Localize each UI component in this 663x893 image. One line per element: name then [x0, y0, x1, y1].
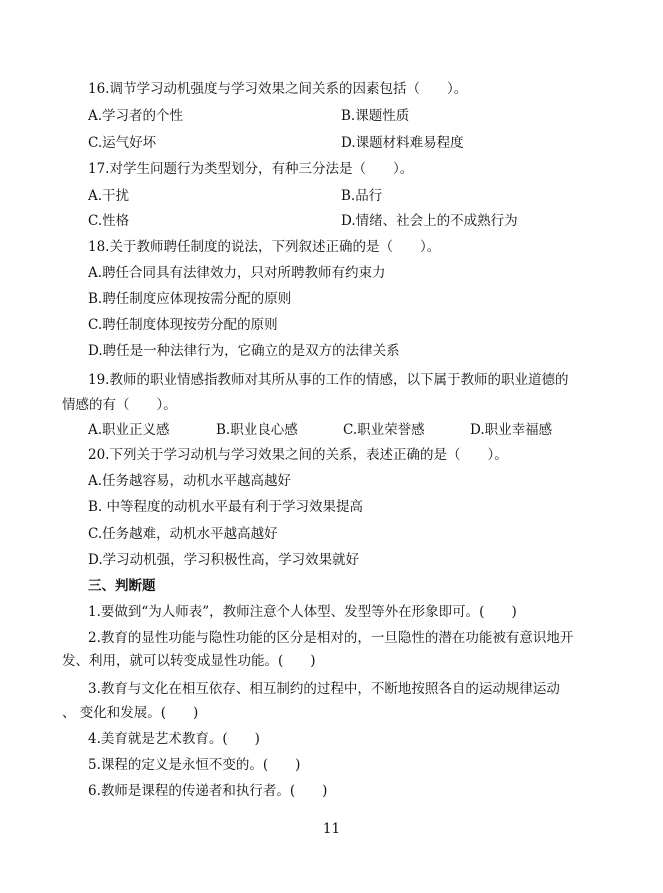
q18-option-b: B.聘任制度应体现按需分配的原则 [88, 291, 292, 307]
q16-stem: 16.调节学习动机强度与学习效果之间关系的因素包括（ ）。 [88, 81, 468, 97]
q19-option-c: C.职业荣誉感 [343, 422, 425, 438]
q16-option-b: B.课题性质 [341, 108, 410, 124]
q19-stem-line2: 情感的有（ ）。 [62, 397, 177, 413]
page-number: 11 [322, 821, 341, 837]
judgement-2-line1: 2.教育的显性功能与隐性功能的区分是相对的，一旦隐性的潜在功能被有意识地开 [88, 630, 574, 646]
judgement-1: 1.要做到“为人师表”，教师注意个人体型、发型等外在形象即可。( ) [88, 604, 517, 620]
q20-option-b: B. 中等程度的动机水平最有利于学习效果提高 [88, 499, 364, 515]
q17-option-b: B.品行 [341, 188, 383, 204]
q18-option-d: D.聘任是一种法律行为，它确立的是双方的法律关系 [88, 343, 400, 359]
q16-option-c: C.运气好坏 [88, 135, 157, 151]
q17-option-c: C.性格 [88, 213, 130, 229]
q19-stem-line1: 19.教师的职业情感指教师对其所从事的工作的情感，以下属于教师的职业道德的 [88, 372, 569, 388]
judgement-3-line1: 3.教育与文化在相互依存、相互制约的过程中，不断地按照各自的运动规律运动 [88, 681, 560, 697]
judgement-3-line2: 、 变化和发展。( ) [62, 705, 199, 721]
q19-option-b: B.职业良心感 [216, 422, 298, 438]
q18-option-c: C.聘任制度体现按劳分配的原则 [88, 317, 278, 333]
q20-option-c: C.任务越难，动机水平越高越好 [88, 526, 278, 542]
judgement-2-line2: 发、利用，就可以转变成显性功能。( ) [62, 653, 316, 669]
q19-option-d: D.职业幸福感 [470, 422, 553, 438]
judgement-5: 5.课程的定义是永恒不变的。( ) [88, 757, 301, 773]
q17-option-a: A.干扰 [88, 188, 130, 204]
judgement-6: 6.教师是课程的传递者和执行者。( ) [88, 783, 328, 799]
q18-option-a: A.聘任合同具有法律效力，只对所聘教师有约束力 [88, 265, 386, 281]
q16-option-a: A.学习者的个性 [88, 108, 184, 124]
judgement-4: 4.美育就是艺术教育。( ) [88, 731, 260, 747]
q19-option-a: A.职业正义感 [88, 422, 170, 438]
q20-option-d: D.学习动机强，学习积极性高，学习效果就好 [88, 552, 360, 568]
q18-stem: 18.关于教师聘任制度的说法，下列叙述正确的是（ ）。 [88, 239, 441, 255]
q17-option-d: D.情绪、社会上的不成熟行为 [341, 213, 518, 229]
q20-option-a: A.任务越容易，动机水平越高越好 [88, 473, 292, 489]
section-heading: 三、判断题 [88, 578, 156, 594]
q16-option-d: D.课题材料难易程度 [341, 135, 464, 151]
q20-stem: 20.下列关于学习动机与学习效果之间的关系，表述正确的是（ ）。 [88, 447, 508, 463]
q17-stem: 17.对学生问题行为类型划分，有种三分法是（ ）。 [88, 161, 414, 177]
